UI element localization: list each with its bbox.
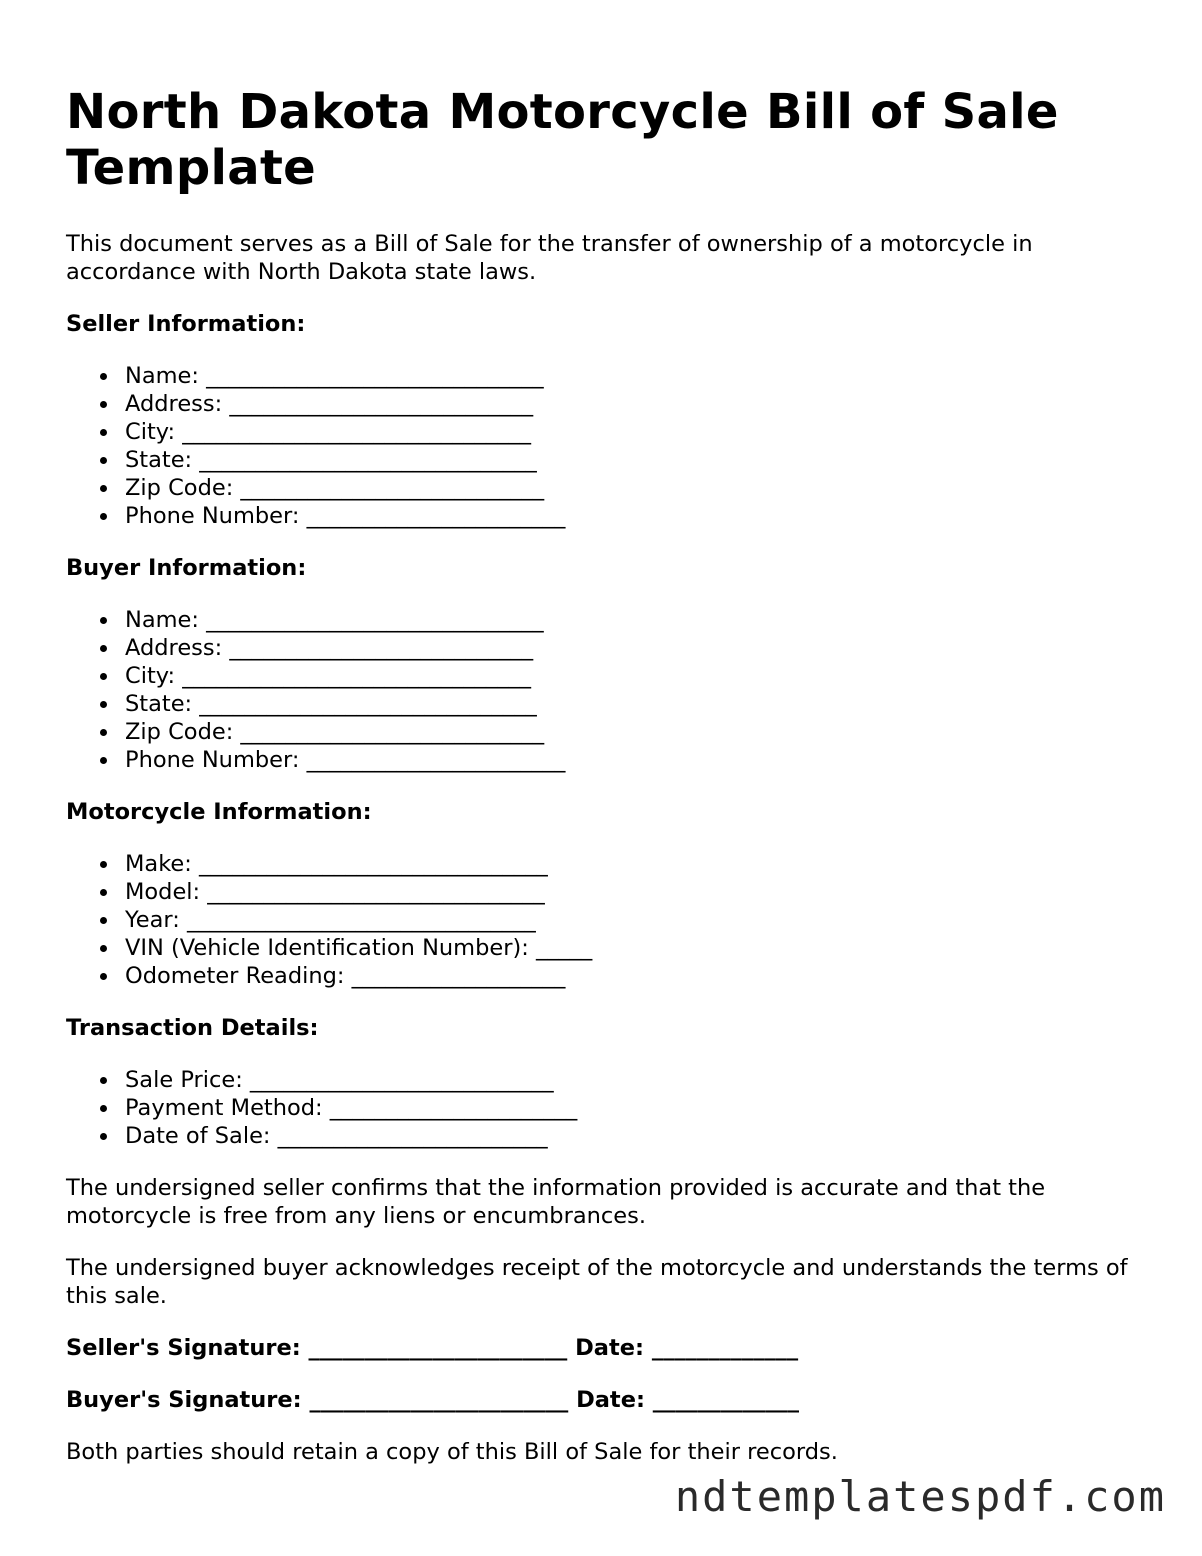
seller-name-field: Name: ______________________________ [125,362,1146,390]
seller-city-field: City: _______________________________ [125,418,1146,446]
motorcycle-field-list [66,850,1146,990]
motorcycle-model-field: Model: ______________________________ [125,878,1146,906]
buyer-state-field: State: ______________________________ [125,690,1146,718]
transaction-section-heading: Transaction Details: [66,1015,319,1041]
date-of-sale-field: Date of Sale: ________________________ [125,1122,1146,1150]
page-title: North Dakota Motorcycle Bill of Sale Template [66,84,1059,196]
motorcycle-make-field: Make: _______________________________ [125,850,1146,878]
buyer-signature-line: Buyer's Signature: _______________________ Date: _____________ [66,1387,800,1413]
intro-paragraph: This document serves as a Bill of Sale for the transfer of ownership of a motorcycle in accordance with North Dakota state laws. [66,231,1033,285]
motorcycle-section-heading: Motorcycle Information: [66,799,372,825]
motorcycle-vin-field: VIN (Vehicle Identification Number): _____ [125,934,1146,962]
payment-method-field: Payment Method: ______________________ [125,1094,1146,1122]
seller-signature-line: Seller's Signature: _______________________ Date: _____________ [66,1335,799,1361]
seller-state-field: State: ______________________________ [125,446,1146,474]
buyer-name-field: Name: ______________________________ [125,606,1146,634]
seller-address-field: Address: ___________________________ [125,390,1146,418]
closing-paragraph: Both parties should retain a copy of this Bill of Sale for their records. [66,1439,838,1465]
buyer-city-field: City: _______________________________ [125,662,1146,690]
seller-statement: The undersigned seller confirms that the information provided is accurate and that the motorcycle is free from any liens or encumbrances. [66,1175,1046,1229]
sale-price-field: Sale Price: ___________________________ [125,1066,1146,1094]
seller-section-heading: Seller Information: [66,311,306,337]
document-page [66,84,1146,1466]
buyer-address-field: Address: ___________________________ [125,634,1146,662]
buyer-zip-field: Zip Code: ___________________________ [125,718,1146,746]
site-watermark: ndtemplatespdf.com [674,1472,1166,1521]
buyer-statement: The undersigned buyer acknowledges receipt of the motorcycle and understands the terms of this sale. [66,1255,1128,1309]
transaction-field-list [66,1066,1146,1150]
buyer-field-list [66,606,1146,774]
seller-field-list [66,362,1146,530]
buyer-section-heading: Buyer Information: [66,555,307,581]
seller-phone-field: Phone Number: _______________________ [125,502,1146,530]
seller-zip-field: Zip Code: ___________________________ [125,474,1146,502]
motorcycle-year-field: Year: _______________________________ [125,906,1146,934]
motorcycle-odometer-field: Odometer Reading: ___________________ [125,962,1146,990]
buyer-phone-field: Phone Number: _______________________ [125,746,1146,774]
